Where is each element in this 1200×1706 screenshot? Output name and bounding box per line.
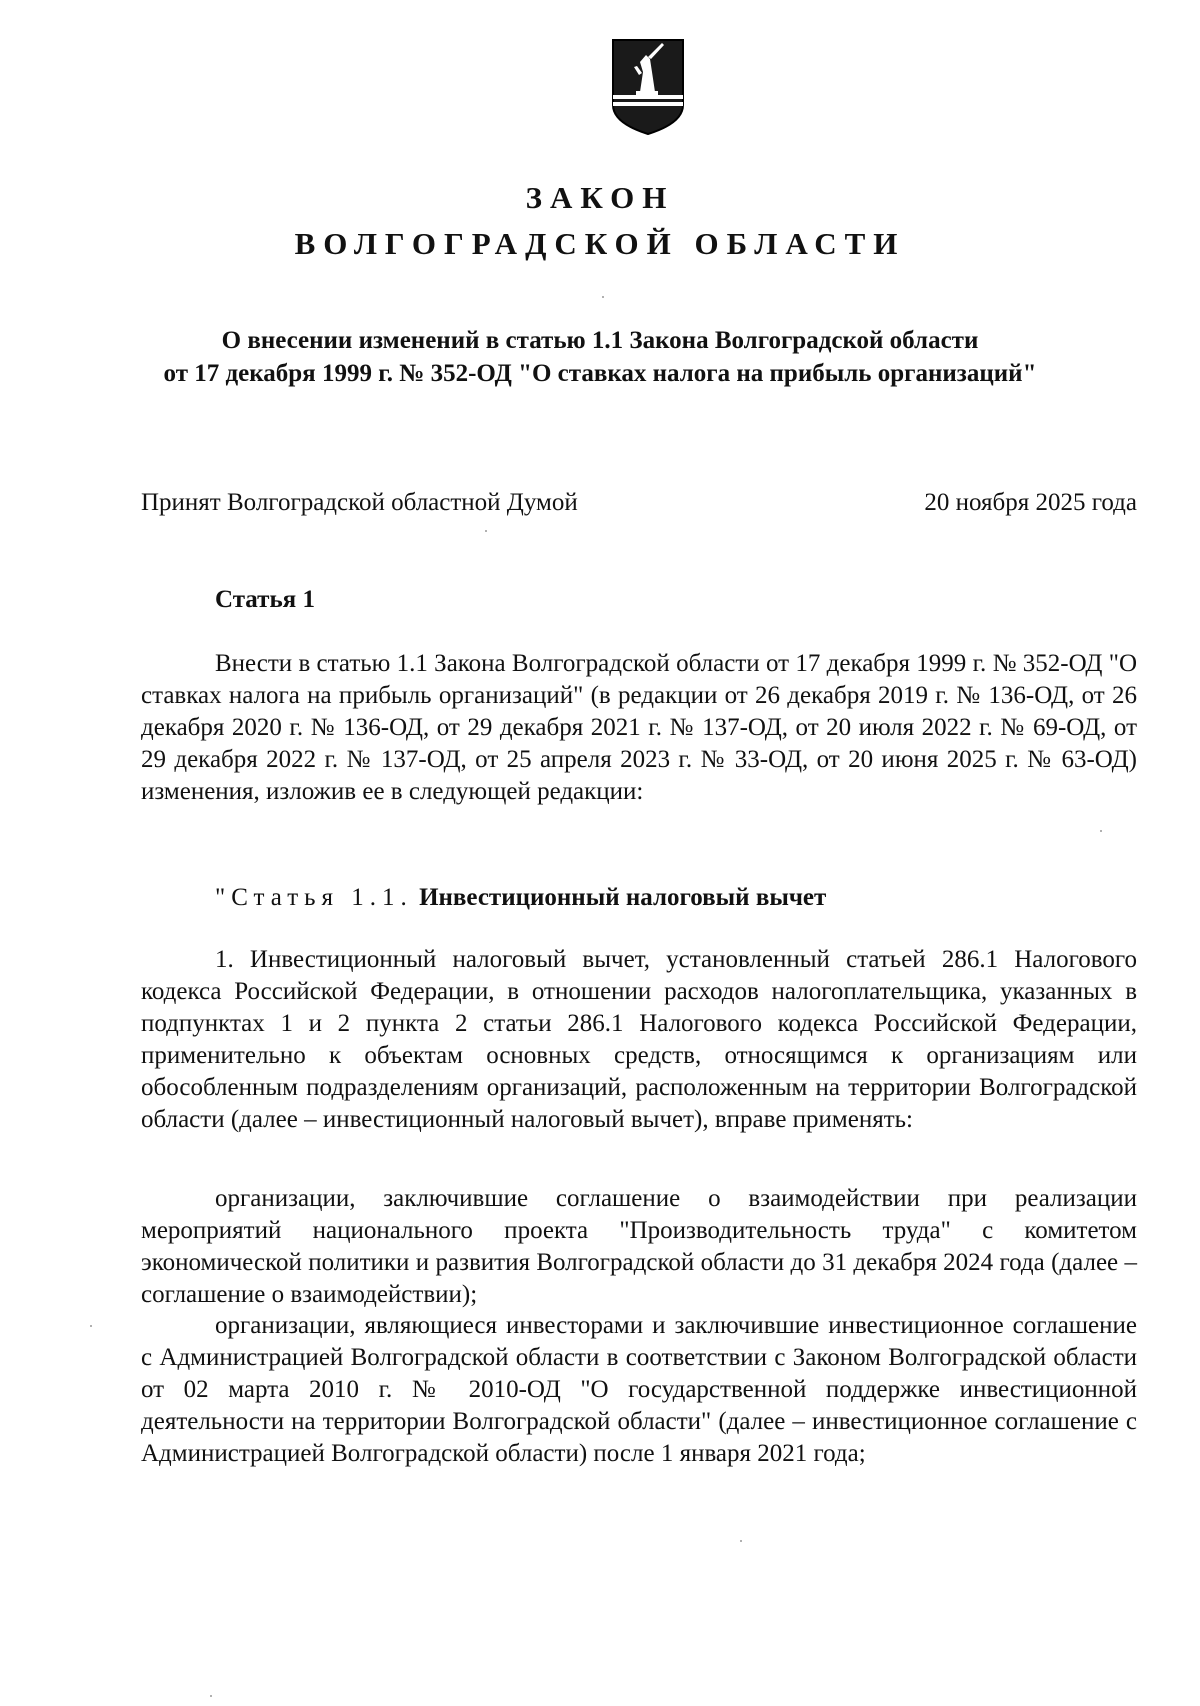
law-title: ЗАКОН: [525, 180, 675, 215]
volgograd-region-coat-of-arms-icon: [610, 37, 686, 137]
paragraph-investment-agreement: организации, являющиеся инвесторами и заключившие инвестиционное соглашение с Администрацией Волгоградской области в соответствии с Законом Волгоградской области от 02 марта 2010 г. № 2010-ОД "О государственной поддержке инвестиционной деятельности на территории Волгоградской области" (далее – инвестиционное соглашение с Администрацией Волгоградской области) после 1 января 2021 года;: [141, 1312, 1137, 1467]
scan-speck: [485, 530, 487, 532]
scan-speck: [1100, 830, 1102, 832]
scan-speck: [740, 1540, 742, 1542]
article-intro-paragraph: Внести в статью 1.1 Закона Волгоградской области от 17 декабря 1999 г. № 352-ОД "О ставках налога на прибыль организаций" (в редакции от 26 декабря 2019 г. № 136-ОД, от 26 декабря 2020 г. № 136-ОД, от 29 декабря 2021 г. № 137-ОД, от 20 июля 2022 г. № 69-ОД, от 29 декабря 2022 г. № 137-ОД, от 25 апреля 2023 г. № 33-ОД, от 20 июня 2025 г. № 63-ОД) изменения, изложив ее в следующей редакции:: [141, 650, 1137, 805]
subject-line-2: от 17 декабря 1999 г. № 352-ОД "О ставках налога на прибыль организаций": [163, 360, 1037, 387]
new-article-heading: [215, 884, 826, 912]
law-region-title: ВОЛГОГРАДСКОЙ ОБЛАСТИ: [294, 226, 906, 261]
paragraph-productivity-agreement: организации, заключившие соглашение о взаимодействии при реализации мероприятий национального проекта "Производительность труда" с комитетом экономической политики и развития Волгоградской области до 31 декабря 2024 года (далее – соглашение о взаимодействии);: [141, 1185, 1137, 1308]
subject-line-1: О внесении изменений в статью 1.1 Закона Волгоградской области: [221, 327, 979, 354]
law-subject: [0, 324, 1200, 390]
adoption-date: 20 ноября 2025 года: [924, 489, 1137, 516]
adoption-row: [141, 489, 1137, 517]
new-article-title: Инвестиционный налоговый вычет: [419, 884, 827, 911]
scan-speck: [90, 1325, 92, 1327]
new-article-prefix: "Статья 1.1.: [215, 884, 413, 911]
scan-speck: [210, 1695, 212, 1697]
article-heading: Статья 1: [215, 586, 315, 613]
scan-speck: [602, 296, 604, 298]
paragraph-item-1: 1. Инвестиционный налоговый вычет, установленный статьей 286.1 Налогового кодекса Российской Федерации, в отношении расходов налогоплательщика, указанных в подпунктах 1 и 2 пункта 2 статьи 286.1 Налогового кодекса Российской Федерации, применительно к объектам основных средств, относящимся к организациям или обособленным подразделениям организаций, расположенным на территории Волгоградской области (далее – инвестиционный налоговый вычет), вправе применять:: [141, 946, 1137, 1133]
adopted-by: Принят Волгоградской областной Думой: [141, 489, 578, 516]
